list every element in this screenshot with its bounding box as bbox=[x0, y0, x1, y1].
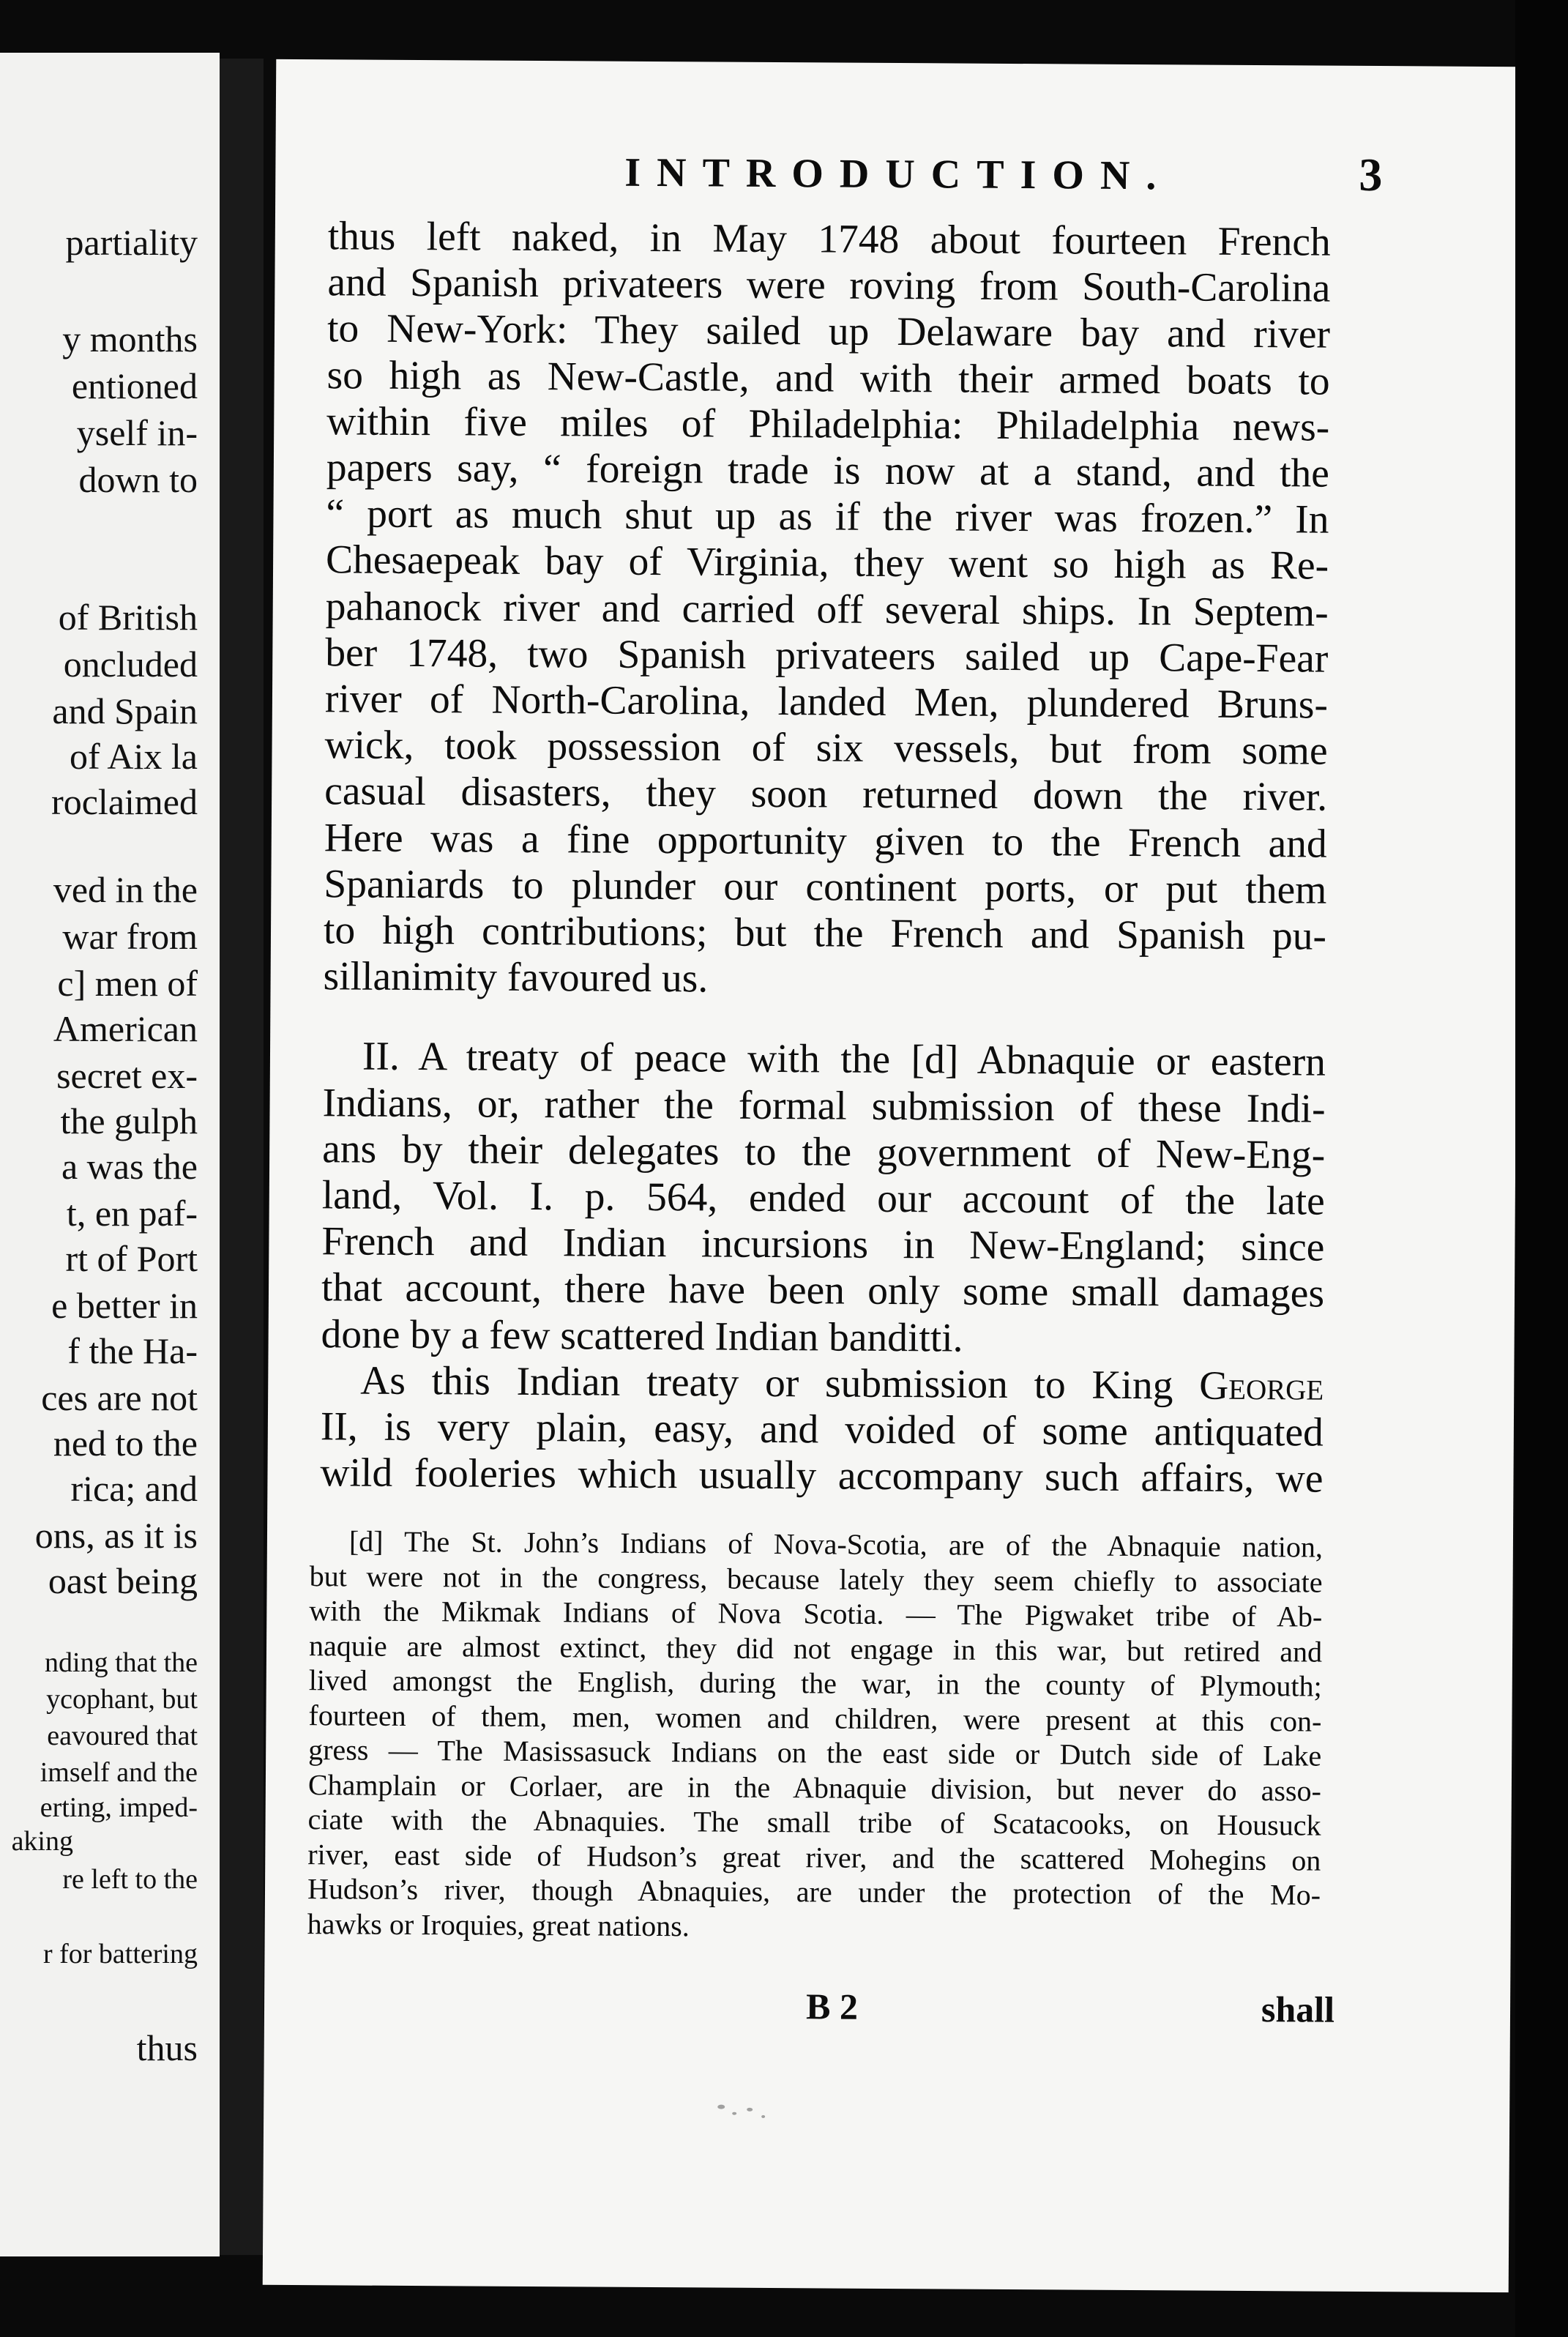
footnote-line: river, east side of Hudson’s great river, and the scattered Mohegins on bbox=[307, 1837, 1321, 1877]
left-page-line: f the Ha- bbox=[67, 1330, 198, 1371]
left-page-line: re left to the bbox=[62, 1864, 198, 1895]
text-line: papers say, “ foreign trade is now at a stand, and the bbox=[326, 445, 1330, 496]
text-line: river of North-Carolina, landed Men, plundered Bruns- bbox=[324, 676, 1329, 728]
text-line: Here was a fine opportunity given to the French and bbox=[324, 815, 1327, 867]
footnote-line: hawks or Iroquies, great nations. bbox=[307, 1906, 690, 1942]
text-line: casual disasters, they soon returned down the river. bbox=[324, 769, 1328, 821]
paragraph-gap bbox=[323, 1000, 1326, 1040]
left-page-line: roclaimed bbox=[51, 781, 198, 822]
left-page-line: ons, as it is bbox=[34, 1515, 198, 1556]
text-line: French and Indian incursions in New-England; since bbox=[321, 1219, 1325, 1270]
left-page-line: the gulph bbox=[60, 1100, 198, 1141]
left-page-line: and Spain bbox=[52, 690, 198, 731]
text-line: “ port as much shut up as if the river was frozen.” In bbox=[326, 491, 1329, 543]
text-fragment: As this Indian treaty or submission to King bbox=[360, 1358, 1200, 1409]
left-page-line: t, en paf- bbox=[66, 1193, 198, 1234]
scan-speck bbox=[761, 2115, 765, 2118]
left-page-line: down to bbox=[78, 459, 198, 500]
main-page bbox=[263, 59, 1523, 2292]
text-line: within five miles of Philadelphia: Philadelphia news- bbox=[326, 399, 1330, 450]
king-name: George bbox=[1198, 1363, 1324, 1409]
footnote-line: gress — The Masissasuck Indians on the east side or Dutch side of Lake bbox=[308, 1733, 1322, 1773]
text-line: so high as New-Castle, and with their armed boats to bbox=[326, 352, 1330, 404]
footnote-line: fourteen of them, men, women and children, were present at this con- bbox=[308, 1698, 1322, 1738]
text-line: pahanock river and carried off several ships. In Septem- bbox=[325, 584, 1329, 636]
footnote-line: [d] The St. John’s Indians of Nova-Scotia, are of the Abnaquie nation, bbox=[348, 1524, 1324, 1564]
left-page-line: yself in- bbox=[76, 412, 198, 453]
left-page-line: of Aix la bbox=[70, 736, 198, 777]
text-line: Spaniards to plunder our continent ports, or put them bbox=[324, 862, 1327, 913]
left-page-line: American bbox=[53, 1008, 198, 1049]
left-page-catchword: thus bbox=[136, 2027, 198, 2068]
footnote-line: with the Mikmak Indians of Nova Scotia. — The Pigwaket tribe of Ab- bbox=[309, 1594, 1323, 1633]
left-page-line: ned to the bbox=[53, 1423, 198, 1464]
text-line: sillanimity favoured us. bbox=[323, 954, 709, 1002]
left-page-line: a was the bbox=[61, 1146, 198, 1187]
scan-border bbox=[1515, 0, 1568, 2337]
text-line: wild fooleries which usually accompany such affairs, we bbox=[320, 1450, 1324, 1502]
text-line: Indians, or, rather the formal submission of these Indi- bbox=[322, 1080, 1326, 1132]
text-line: land, Vol. I. p. 564, ended our account of the late bbox=[321, 1173, 1325, 1224]
left-page-line: y months bbox=[62, 318, 198, 359]
left-page-line: oast being bbox=[48, 1560, 198, 1601]
left-page-line: secret ex- bbox=[56, 1055, 198, 1096]
text-line: that account, there have been only some small damages bbox=[321, 1265, 1325, 1317]
text-line: to New-York: They sailed up Delaware bay and river bbox=[326, 306, 1331, 358]
left-page-line: imself and the bbox=[40, 1757, 198, 1788]
scan-speck bbox=[747, 2108, 753, 2112]
scan-speck bbox=[717, 2105, 725, 2109]
left-page-line: rica; and bbox=[70, 1468, 198, 1509]
left-page-line: c] men of bbox=[57, 963, 198, 1004]
page-number: 3 bbox=[1359, 148, 1383, 201]
footnote-line: lived amongst the English, during the war, in the county of Plymouth; bbox=[308, 1663, 1322, 1703]
left-page-line: r for battering bbox=[42, 1939, 198, 1969]
footnote-line: ciate with the Abnaquies. The small tribe of Scatacooks, on Housuck bbox=[307, 1803, 1321, 1842]
left-facing-page bbox=[0, 53, 220, 2256]
left-page-line: of British bbox=[58, 597, 198, 638]
text-line: ans by their delegates to the government of New-Eng- bbox=[322, 1127, 1326, 1178]
text-line: II. A treaty of peace with the [d] Abnaquie or eastern bbox=[362, 1035, 1326, 1086]
left-page-line: war from bbox=[62, 916, 198, 957]
text-line: done by a few scattered Indian banditti. bbox=[321, 1311, 963, 1361]
left-page-line: eavoured that bbox=[47, 1721, 198, 1751]
left-page-line: aking bbox=[11, 1826, 73, 1857]
text-line bbox=[321, 1357, 1324, 1410]
running-head: INTRODUCTION. bbox=[624, 149, 1173, 199]
text-line: II, is very plain, easy, and voided of some antiquated bbox=[320, 1404, 1324, 1456]
left-page-line: rt of Port bbox=[65, 1238, 198, 1279]
left-page-line: oncluded bbox=[63, 644, 198, 685]
left-page-line: ycophant, but bbox=[46, 1684, 198, 1715]
left-page-line: e better in bbox=[51, 1285, 198, 1326]
text-line: ber 1748, two Spanish privateers sailed up Cape-Fear bbox=[325, 630, 1329, 682]
book-gutter bbox=[220, 59, 264, 2255]
text-line: wick, took possession of six vessels, but from some bbox=[324, 723, 1328, 774]
left-page-line: ved in the bbox=[53, 869, 198, 910]
left-page-line: ces are not bbox=[41, 1377, 198, 1418]
left-page-line: entioned bbox=[71, 365, 198, 406]
text-line: and Spanish privateers were roving from South-Carolina bbox=[327, 260, 1331, 311]
footnote bbox=[307, 1524, 1323, 1947]
footnote-line: but were not in the congress, because lately they seem chiefly to associate bbox=[309, 1559, 1323, 1599]
body-text bbox=[320, 213, 1331, 1502]
left-page-line: erting, imped- bbox=[40, 1792, 198, 1823]
text-line: to high contributions; but the French and Spanish pu- bbox=[323, 908, 1327, 959]
footnote-line: Champlain or Corlaer, are in the Abnaquie division, but never do asso- bbox=[307, 1767, 1322, 1808]
left-page-line: partiality bbox=[65, 222, 198, 263]
text-line: Chesaepeak bay of Virginia, they went so high as Re- bbox=[325, 537, 1329, 589]
footnote-line: Hudson’s river, though Abnaquies, are under the protection of the Mo- bbox=[307, 1872, 1321, 1912]
left-page-line: nding that the bbox=[45, 1647, 198, 1678]
catchword: shall bbox=[1261, 1988, 1335, 2030]
scan-speck bbox=[732, 2112, 736, 2115]
footnote-line: naquie are almost extinct, they did not engage in this war, but retired and bbox=[308, 1628, 1323, 1669]
signature-mark: B 2 bbox=[805, 1986, 859, 2027]
text-line: thus left naked, in May 1748 about fourteen French bbox=[327, 214, 1331, 265]
